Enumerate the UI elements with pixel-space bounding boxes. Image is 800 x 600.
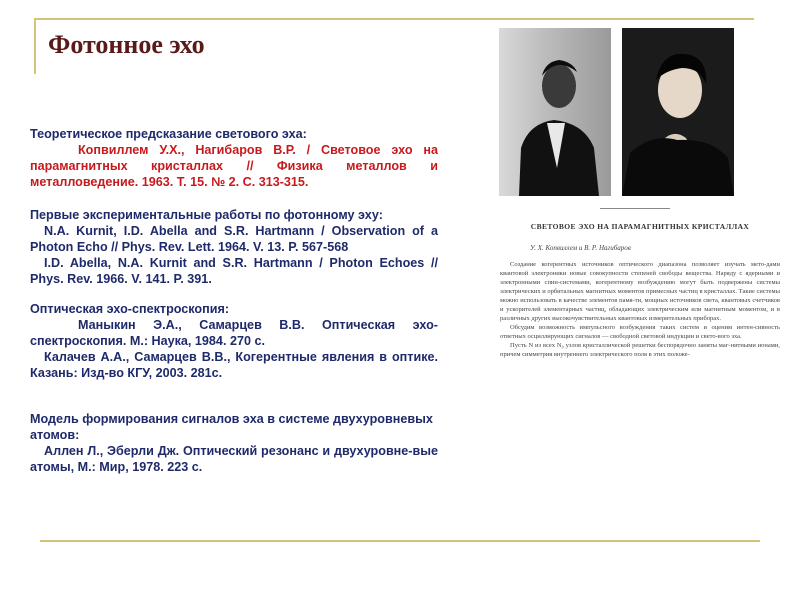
top-rule [34,18,754,20]
section-heading: Первые экспериментальные работы по фотонному эху: [30,208,383,222]
paper-paragraph: Обсудим возможность импульсного возбуждения таких систем и оценим интен-сивность ответных осциллирующих сигналов — свободной световой индукции и свето-вого эха. [500,324,780,340]
portrait-photo-nagibarov [622,28,734,196]
paper-paragraph: Пусть N из всех N₀ узлов кристаллической решетки беспорядочно заняты маг-нитными ионами, причем симметрия внутреннего электрического поля в этих положе- [500,342,780,358]
reference: Маныкин Э.А., Самарцев В.В. Оптическая эхо-спектроскопия. М.: Наука, 1984. 270 с. [30,318,438,348]
section-heading: Оптическая эхо-спектроскопия: [30,302,230,316]
paper-body [500,260,780,359]
paper-title: СВЕТОВОЕ ЭХО НА ПАРАМАГНИТНЫХ КРИСТАЛЛАХ [530,222,750,231]
paper-authors: У. Х. Копвиллем и В. Р. Нагибаров [530,244,631,252]
section-heading: Модель формирования сигналов эха в системе двухуровневых атомов: [30,412,433,442]
section-spectroscopy [30,301,438,381]
section-experiments [30,207,438,287]
reference: Аллен Л., Эберли Дж. Оптический резонанс и двухуровне-вые атомы, М.: Мир, 1978. 223 с. [30,444,438,474]
paper-separator [600,208,670,209]
reference: Калачев А.А., Самарцев В.В., Когерентные явления в оптике. Казань: Изд-во КГУ, 2003. 281с. [30,350,438,380]
section-theory [30,126,438,190]
paper-paragraph: Создание когерентных источников оптического диапазона позволяет изучать мето-дами квантовой электроники новые совокупности степеней свободы вещества. Наряду с ядерными и электронными спин-системами, когерентному возбуждению могут быть подвержены системы электрических и орбитальных магнитных моментов примесных частиц в кристаллах. Такие системы можно использовать в качестве элементов памя-ти, мощных источников света, квантовых счетчиков и ускорителей элементарных частиц, обладающих электрическим или магнитным моментом, и в различных других высокочувствительных квантовых измерительных приборах. [500,261,780,322]
page-title: Фотонное эхо [48,30,205,59]
left-rule [34,18,36,74]
reference: Копвиллем У.Х., Нагибаров В.Р. / Световое эхо на парамагнитных кристаллах // Физика металлов и металловедение. 1963. Т. 15. № 2. С. 313-315. [30,143,438,189]
paper-excerpt [500,208,780,408]
reference: I.D. Abella, N.A. Kurnit and S.R. Hartmann / Photon Echoes // Phys. Rev. 1966. V. 141. P. 391. [30,256,438,286]
section-heading: Теоретическое предсказание светового эха: [30,127,307,141]
bottom-rule [40,540,760,542]
reference: N.A. Kurnit, I.D. Abella and S.R. Hartmann / Observation of a Photon Echo // Phys. Rev. Lett. 1964. V. 13. P. 567-568 [30,224,438,254]
section-model [30,411,438,475]
portrait-photo-kopvillem [499,28,611,196]
